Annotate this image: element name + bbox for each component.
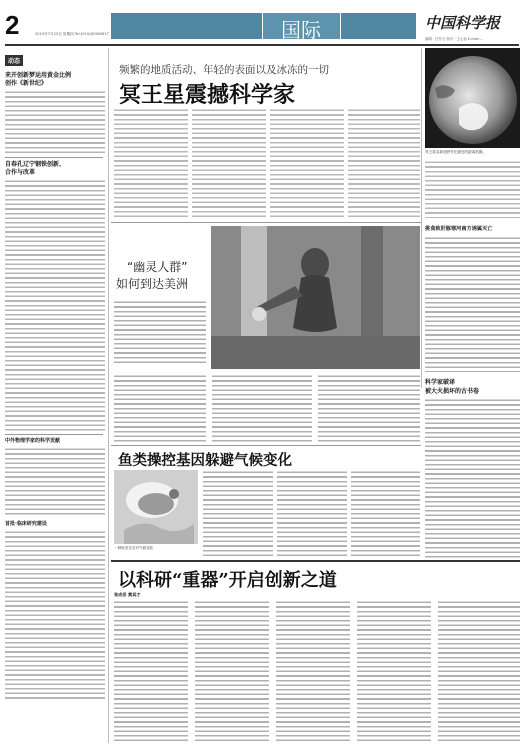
masthead-rule bbox=[5, 44, 519, 46]
lead-kicker: 频繁的地质活动、年轻的表面以及冰冻的一切 bbox=[119, 64, 329, 76]
ghost-intro bbox=[114, 300, 206, 364]
sidebar bbox=[5, 48, 105, 743]
right-text2 bbox=[425, 398, 520, 564]
weapon-author: 张成岳 黄其才 bbox=[114, 592, 141, 597]
newspaper-logo: 中国科学报 bbox=[425, 14, 501, 32]
fish-body bbox=[203, 470, 420, 556]
page-number: 2 bbox=[5, 10, 20, 40]
ghost-title-line1: “幽灵人群” bbox=[127, 260, 188, 274]
ghost-body bbox=[114, 374, 420, 442]
sidebar-item4-title: 首批·临床研究建设 bbox=[5, 521, 47, 527]
amazon-photo bbox=[211, 226, 420, 369]
right-head2-line2: 被大火损坏的古书卷 bbox=[425, 388, 480, 395]
fish-photo bbox=[114, 470, 198, 544]
sidebar-text-4 bbox=[5, 530, 105, 700]
fish-caption: 一种鱼类在应对气候变化 bbox=[114, 546, 154, 550]
weapon-top-rule bbox=[111, 560, 520, 562]
lead-bottom-rule bbox=[111, 222, 421, 223]
sidebar-header: 动态 bbox=[5, 55, 23, 66]
date-info: 2015年7月23日 星期四 Tel:(010)62580617 bbox=[35, 32, 109, 36]
sidebar-item3-title: 中外物理学家的科学贡献 bbox=[5, 438, 61, 444]
sidebar-divider bbox=[108, 48, 109, 743]
editor-info: 编辑：任芳言 校对：王心怡 E-mail:... bbox=[425, 37, 483, 41]
sidebar-text-3 bbox=[5, 447, 105, 517]
pluto-photo bbox=[425, 48, 520, 148]
lead-body bbox=[114, 108, 420, 220]
pluto-caption: 冥王星由新视野号在最近的距离拍摄。 bbox=[425, 150, 487, 154]
right-text-top bbox=[425, 160, 520, 218]
lead-title: 冥王星震撼科学家 bbox=[119, 82, 296, 108]
right-head2-line1: 科学家破译 bbox=[425, 379, 456, 386]
section-title: 国际 bbox=[281, 18, 321, 42]
sidebar-text-1 bbox=[5, 90, 105, 154]
right-divider bbox=[421, 48, 422, 388]
fish-title: 鱼类操控基因躲避气候变化 bbox=[118, 452, 292, 469]
sidebar-item2-title: 自春孔辽宁钢铁创新、 合作与改革 bbox=[5, 161, 66, 176]
weapon-body bbox=[114, 600, 520, 742]
ghost-title-line2: 如何到达美洲 bbox=[116, 277, 189, 291]
right-head1: 挑食致肝豚寒河南方诱属灭亡 bbox=[425, 226, 493, 232]
sidebar-text-2 bbox=[5, 179, 105, 431]
right-text1 bbox=[425, 236, 520, 372]
weapon-title: 以科研“重器”开启创新之道 bbox=[118, 570, 337, 591]
sidebar-item1-title: 来开创新梦运用黄金比例 创作《新世纪》 bbox=[5, 72, 72, 87]
fish-top-rule bbox=[111, 445, 421, 446]
